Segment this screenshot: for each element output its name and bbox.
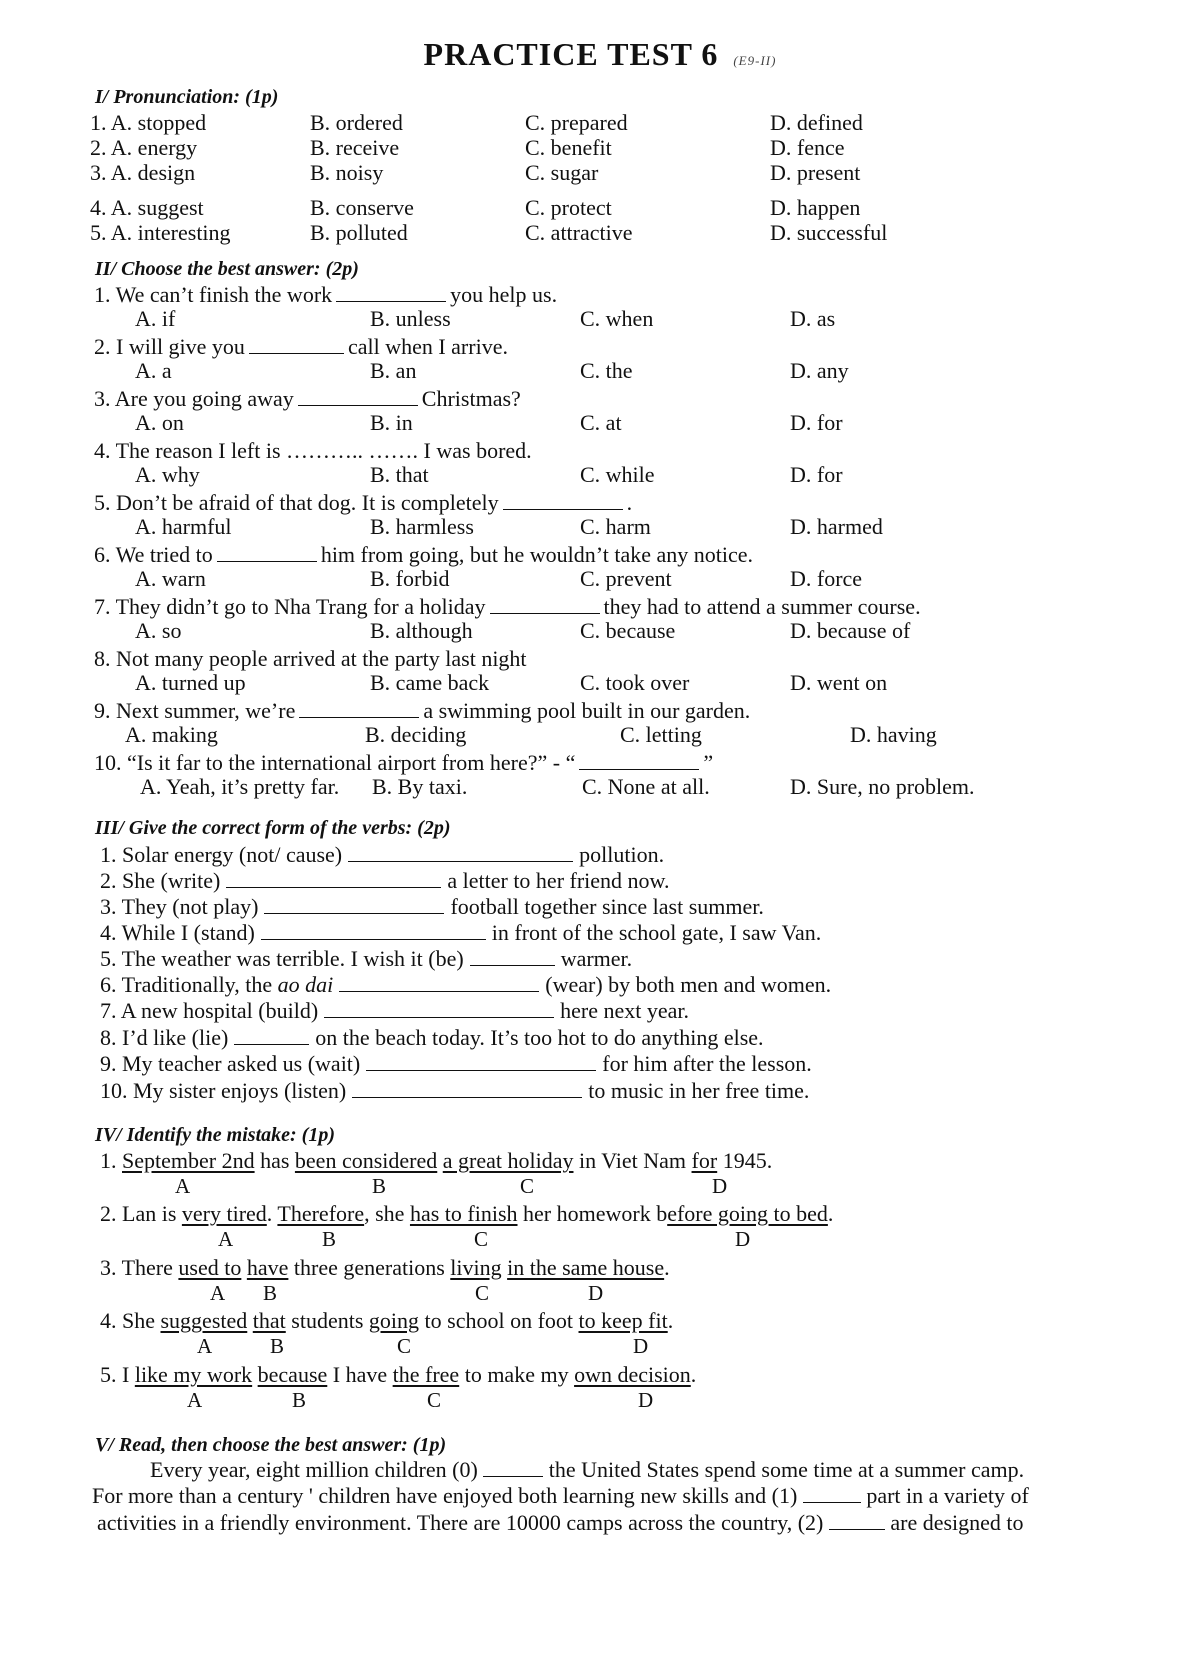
choice-letter-c: C (474, 1227, 489, 1251)
question-text-end: Christmas? (421, 386, 521, 411)
verb-item-3 (100, 894, 764, 920)
verb-item-7 (100, 998, 689, 1024)
underlined-part[interactable]: very tired (181, 1201, 267, 1226)
option-8b[interactable]: B. came back (370, 670, 490, 695)
question-7 (94, 594, 921, 620)
pron-option-3a[interactable]: 3. A. design (90, 160, 196, 185)
sentence-text: students (285, 1308, 369, 1333)
verb-blank[interactable] (324, 999, 554, 1018)
verb-prompt-end: for him after the lesson. (602, 1051, 812, 1076)
option-2c[interactable]: C. the (580, 358, 633, 383)
section-1-heading: I/ Pronunciation: (1p) (95, 86, 279, 108)
question-10 (94, 750, 713, 776)
question-text: 4. The reason I left is ……….. ……. I was bored. (94, 438, 532, 463)
option-4d[interactable]: D. for (790, 462, 843, 487)
option-7a[interactable]: A. so (135, 618, 182, 643)
sentence-text: . (690, 1362, 697, 1387)
option-6a[interactable]: A. warn (135, 566, 206, 591)
underlined-part[interactable]: in the same house (507, 1255, 665, 1280)
answer-blank[interactable] (217, 543, 317, 562)
pron-option-2a[interactable]: 2. A. energy (90, 135, 198, 160)
option-5c[interactable]: C. harm (580, 514, 651, 539)
option-1d[interactable]: D. as (790, 306, 836, 331)
answer-blank[interactable] (503, 491, 623, 510)
verb-prompt: 5. The weather was terrible. I wish it (be) (100, 946, 464, 971)
option-3a[interactable]: A. on (135, 410, 184, 435)
choice-letter-b: B (372, 1174, 387, 1198)
mistake-sentence-4 (100, 1308, 673, 1334)
verb-prompt: 7. A new hospital (build) (100, 998, 319, 1023)
pron-option-3b[interactable]: B. noisy (310, 160, 384, 185)
question-text-end: you help us. (450, 282, 558, 307)
pron-option-1c[interactable]: C. prepared (525, 110, 628, 135)
option-7d[interactable]: D. because of (790, 618, 911, 643)
verb-blank[interactable] (352, 1079, 582, 1098)
pron-option-2c[interactable]: C. benefit (525, 135, 612, 160)
verb-prompt-end: a letter to her friend now. (447, 868, 670, 893)
answer-blank[interactable] (299, 699, 419, 718)
choice-letter-a: A (210, 1281, 226, 1305)
underlined-part[interactable]: living (450, 1255, 502, 1280)
verb-item-5 (100, 946, 632, 972)
verb-blank[interactable] (348, 843, 573, 862)
answer-blank[interactable] (298, 387, 418, 406)
mistake-sentence-2 (100, 1201, 833, 1227)
option-3d[interactable]: D. for (790, 410, 843, 435)
sentence-text: 3. There (100, 1255, 179, 1280)
verb-blank[interactable] (234, 1026, 309, 1045)
choice-letter-d: D (588, 1281, 604, 1305)
sentence-text: in Viet Nam (573, 1148, 692, 1173)
verb-item-4 (100, 920, 821, 946)
pron-option-4b[interactable]: B. conserve (310, 195, 414, 220)
question-9 (94, 698, 750, 724)
sentence-text: 1945. (717, 1148, 773, 1173)
question-text-end: ” (703, 750, 714, 775)
option-3b[interactable]: B. in (370, 410, 413, 435)
question-4 (94, 438, 532, 464)
option-3c[interactable]: C. at (580, 410, 622, 435)
sentence-text: 5. I (100, 1362, 135, 1387)
sentence-text: has (254, 1148, 295, 1173)
verb-item-8 (100, 1025, 764, 1051)
sentence-text: her homework b (517, 1201, 668, 1226)
choice-letter-d: D (712, 1174, 728, 1198)
option-10a[interactable]: A. Yeah, it’s pretty far. (140, 774, 340, 799)
section-5-heading: V/ Read, then choose the best answer: (1p) (95, 1434, 447, 1456)
verb-blank[interactable] (339, 973, 539, 992)
verb-item-1 (100, 842, 664, 868)
sentence-text: three generations (288, 1255, 451, 1280)
option-1b[interactable]: B. unless (370, 306, 451, 331)
pron-option-1a[interactable]: 1. A. stopped (90, 110, 207, 135)
reading-line-3: activities in a friendly environment. There are 10000 camps across the country, (2) are designed to (97, 1510, 1024, 1535)
pron-option-1b[interactable]: B. ordered (310, 110, 403, 135)
verb-prompt: 6. Traditionally, the (100, 972, 278, 997)
option-9c[interactable]: C. letting (620, 722, 702, 747)
verb-prompt-end: football together since last summer. (450, 894, 764, 919)
choice-letter-c: C (475, 1281, 490, 1305)
choice-letter-b: B (322, 1227, 337, 1251)
answer-blank[interactable] (249, 335, 344, 354)
option-2b[interactable]: B. an (370, 358, 417, 383)
underlined-part[interactable]: September 2nd (122, 1148, 255, 1173)
choice-letter-c: C (397, 1334, 412, 1358)
underlined-part[interactable]: been considered (294, 1148, 438, 1173)
underlined-part[interactable]: for (691, 1148, 718, 1173)
sentence-text: . (266, 1201, 278, 1226)
question-text-end: him from going, but he wouldn’t take any notice. (320, 542, 753, 567)
underlined-part[interactable]: the free (392, 1362, 460, 1387)
option-9b[interactable]: B. deciding (365, 722, 467, 747)
verb-prompt: 10. My sister enjoys (listen) (100, 1078, 347, 1103)
question-5 (94, 490, 632, 516)
choice-letter-d: D (735, 1227, 751, 1251)
reading-blank-2[interactable] (829, 1511, 885, 1530)
pron-option-2b[interactable]: B. receive (310, 135, 400, 160)
underlined-part[interactable]: a great holiday (442, 1148, 574, 1173)
verb-item-2 (100, 868, 670, 894)
verb-prompt-end: warmer. (560, 946, 633, 971)
pron-option-5c[interactable]: C. attractive (525, 220, 633, 245)
underlined-part[interactable]: to keep fit (578, 1308, 668, 1333)
question-text: 8. Not many people arrived at the party last night (94, 646, 527, 671)
option-6d[interactable]: D. force (790, 566, 863, 591)
question-text: 10. “Is it far to the international airport from here?” - “ (94, 750, 576, 775)
title-text: PRACTICE TEST 6 (423, 36, 719, 72)
underlined-part[interactable]: like my work (134, 1362, 253, 1387)
question-text-end: a swimming pool built in our garden. (423, 698, 751, 723)
option-4a[interactable]: A. why (135, 462, 200, 487)
question-text: 1. We can’t finish the work (94, 282, 333, 307)
question-8 (94, 646, 527, 672)
option-10c[interactable]: C. None at all. (582, 774, 710, 799)
choice-letter-a: A (175, 1174, 191, 1198)
verb-blank[interactable] (226, 869, 441, 888)
sentence-text: 2. Lan is (100, 1201, 182, 1226)
option-9a[interactable]: A. making (125, 722, 218, 747)
reading-line-1: Every year, eight million children (0) the United States spend some time at a summer camp. (150, 1457, 1025, 1482)
option-5d[interactable]: D. harmed (790, 514, 883, 539)
section-2-heading: II/ Choose the best answer: (2p) (95, 258, 359, 280)
reading-line-2: For more than a century ' children have enjoyed both learning new skills and (1) part in a variety of (92, 1483, 1029, 1508)
sentence-text: 1. (100, 1148, 122, 1173)
pron-option-5a[interactable]: 5. A. interesting (90, 220, 231, 245)
question-1 (94, 282, 557, 308)
reading-blank-1[interactable] (803, 1484, 861, 1503)
choice-letter-d: D (638, 1388, 654, 1412)
question-text: 6. We tried to (94, 542, 213, 567)
verb-item-9 (100, 1051, 812, 1077)
option-6c[interactable]: C. prevent (580, 566, 672, 591)
choice-letter-a: A (197, 1334, 213, 1358)
mistake-sentence-5 (100, 1362, 696, 1388)
option-8d[interactable]: D. went on (790, 670, 888, 695)
option-2d[interactable]: D. any (790, 358, 849, 383)
verb-prompt-end: (wear) by both men and women. (545, 972, 832, 997)
sentence-text: , she (364, 1201, 410, 1226)
choice-letter-b: B (270, 1334, 285, 1358)
pron-option-3d[interactable]: D. present (770, 160, 861, 185)
pron-option-4a[interactable]: 4. A. suggest (90, 195, 204, 220)
choice-letter-b: B (263, 1281, 278, 1305)
section-3-heading: III/ Give the correct form of the verbs: (2p) (95, 817, 451, 839)
option-8c[interactable]: C. took over (580, 670, 690, 695)
question-2 (94, 334, 508, 360)
verb-prompt-italic: ao dai (277, 972, 334, 997)
verb-prompt: 1. Solar energy (not/ cause) (100, 842, 343, 867)
pron-option-4d[interactable]: D. happen (770, 195, 861, 220)
verb-prompt: 3. They (not play) (100, 894, 259, 919)
option-10b[interactable]: B. By taxi. (372, 774, 468, 799)
verb-prompt-end: in front of the school gate, I saw Van. (491, 920, 822, 945)
pron-option-5b[interactable]: B. polluted (310, 220, 408, 245)
sentence-text: . (664, 1255, 670, 1280)
question-text-end: they had to attend a summer course. (603, 594, 921, 619)
verb-prompt-end: here next year. (560, 998, 690, 1023)
underlined-part[interactable]: has to finish (409, 1201, 518, 1226)
sentence-text: 4. She (100, 1308, 161, 1333)
pron-option-5d[interactable]: D. successful (770, 220, 888, 245)
verb-prompt: 2. She (write) (100, 868, 221, 893)
choice-letter-c: C (520, 1174, 535, 1198)
option-5a[interactable]: A. harmful (135, 514, 232, 539)
verb-prompt: 9. My teacher asked us (wait) (100, 1051, 361, 1076)
page-title (0, 36, 1200, 73)
verb-prompt-end: to music in her free time. (588, 1078, 810, 1103)
verb-prompt-end: pollution. (579, 842, 665, 867)
sentence-text: to school on foot (419, 1308, 579, 1333)
option-7c[interactable]: C. because (580, 618, 676, 643)
option-8a[interactable]: A. turned up (135, 670, 246, 695)
verb-item-10 (100, 1078, 809, 1104)
question-text-end: call when I arrive. (347, 334, 508, 359)
pron-option-2d[interactable]: D. fence (770, 135, 845, 160)
verb-blank[interactable] (264, 895, 444, 914)
mistake-sentence-3 (100, 1255, 670, 1281)
underlined-part[interactable]: that (252, 1308, 286, 1333)
section-4-heading: IV/ Identify the mistake: (1p) (95, 1124, 335, 1146)
question-text: 3. Are you going away (94, 386, 294, 411)
answer-blank[interactable] (490, 595, 600, 614)
option-1c[interactable]: C. when (580, 306, 654, 331)
question-text: 2. I will give you (94, 334, 245, 359)
underlined-part[interactable]: efore going to bed (667, 1201, 828, 1226)
verb-blank[interactable] (470, 947, 555, 966)
option-7b[interactable]: B. although (370, 618, 473, 643)
underlined-part[interactable]: have (246, 1255, 289, 1280)
choice-letter-a: A (218, 1227, 234, 1251)
mistake-sentence-1 (100, 1148, 772, 1174)
question-6 (94, 542, 753, 568)
sentence-text: I have (327, 1362, 393, 1387)
option-9d[interactable]: D. having (850, 722, 937, 747)
title-code: (E9-II) (733, 53, 777, 68)
question-text-end: . (626, 490, 633, 515)
verb-blank[interactable] (366, 1052, 596, 1071)
underlined-part[interactable]: Therefore (277, 1201, 365, 1226)
choice-letter-a: A (187, 1388, 203, 1412)
question-text: 9. Next summer, we’re (94, 698, 296, 723)
underlined-part[interactable]: suggested (160, 1308, 248, 1333)
verb-prompt: 8. I’d like (lie) (100, 1025, 229, 1050)
answer-blank[interactable] (579, 751, 699, 770)
sentence-text: to make my (459, 1362, 575, 1387)
pron-option-1d[interactable]: D. defined (770, 110, 863, 135)
option-6b[interactable]: B. forbid (370, 566, 450, 591)
underlined-part[interactable]: used to (178, 1255, 242, 1280)
option-2a[interactable]: A. a (135, 358, 172, 383)
verb-item-6 (100, 972, 831, 998)
reading-blank-0[interactable] (483, 1458, 543, 1477)
option-5b[interactable]: B. harmless (370, 514, 474, 539)
question-text: 5. Don’t be afraid of that dog. It is completely (94, 490, 499, 515)
option-4b[interactable]: B. that (370, 462, 429, 487)
option-10d[interactable]: D. Sure, no problem. (790, 774, 975, 799)
question-3 (94, 386, 521, 412)
underlined-part[interactable]: own decision (574, 1362, 691, 1387)
choice-letter-c: C (427, 1388, 442, 1412)
underlined-part[interactable]: because (257, 1362, 328, 1387)
sentence-text: . (827, 1201, 834, 1226)
pron-option-4c[interactable]: C. protect (525, 195, 612, 220)
pron-option-3c[interactable]: C. sugar (525, 160, 599, 185)
choice-letter-d: D (633, 1334, 649, 1358)
verb-prompt: 4. While I (stand) (100, 920, 255, 945)
option-4c[interactable]: C. while (580, 462, 655, 487)
sentence-text: . (667, 1308, 674, 1333)
option-1a[interactable]: A. if (135, 306, 176, 331)
question-text: 7. They didn’t go to Nha Trang for a holiday (94, 594, 486, 619)
verb-blank[interactable] (261, 921, 486, 940)
choice-letter-b: B (292, 1388, 307, 1412)
underlined-part[interactable]: going (368, 1308, 420, 1333)
answer-blank[interactable] (336, 283, 446, 302)
verb-prompt-end: on the beach today. It’s too hot to do anything else. (315, 1025, 764, 1050)
